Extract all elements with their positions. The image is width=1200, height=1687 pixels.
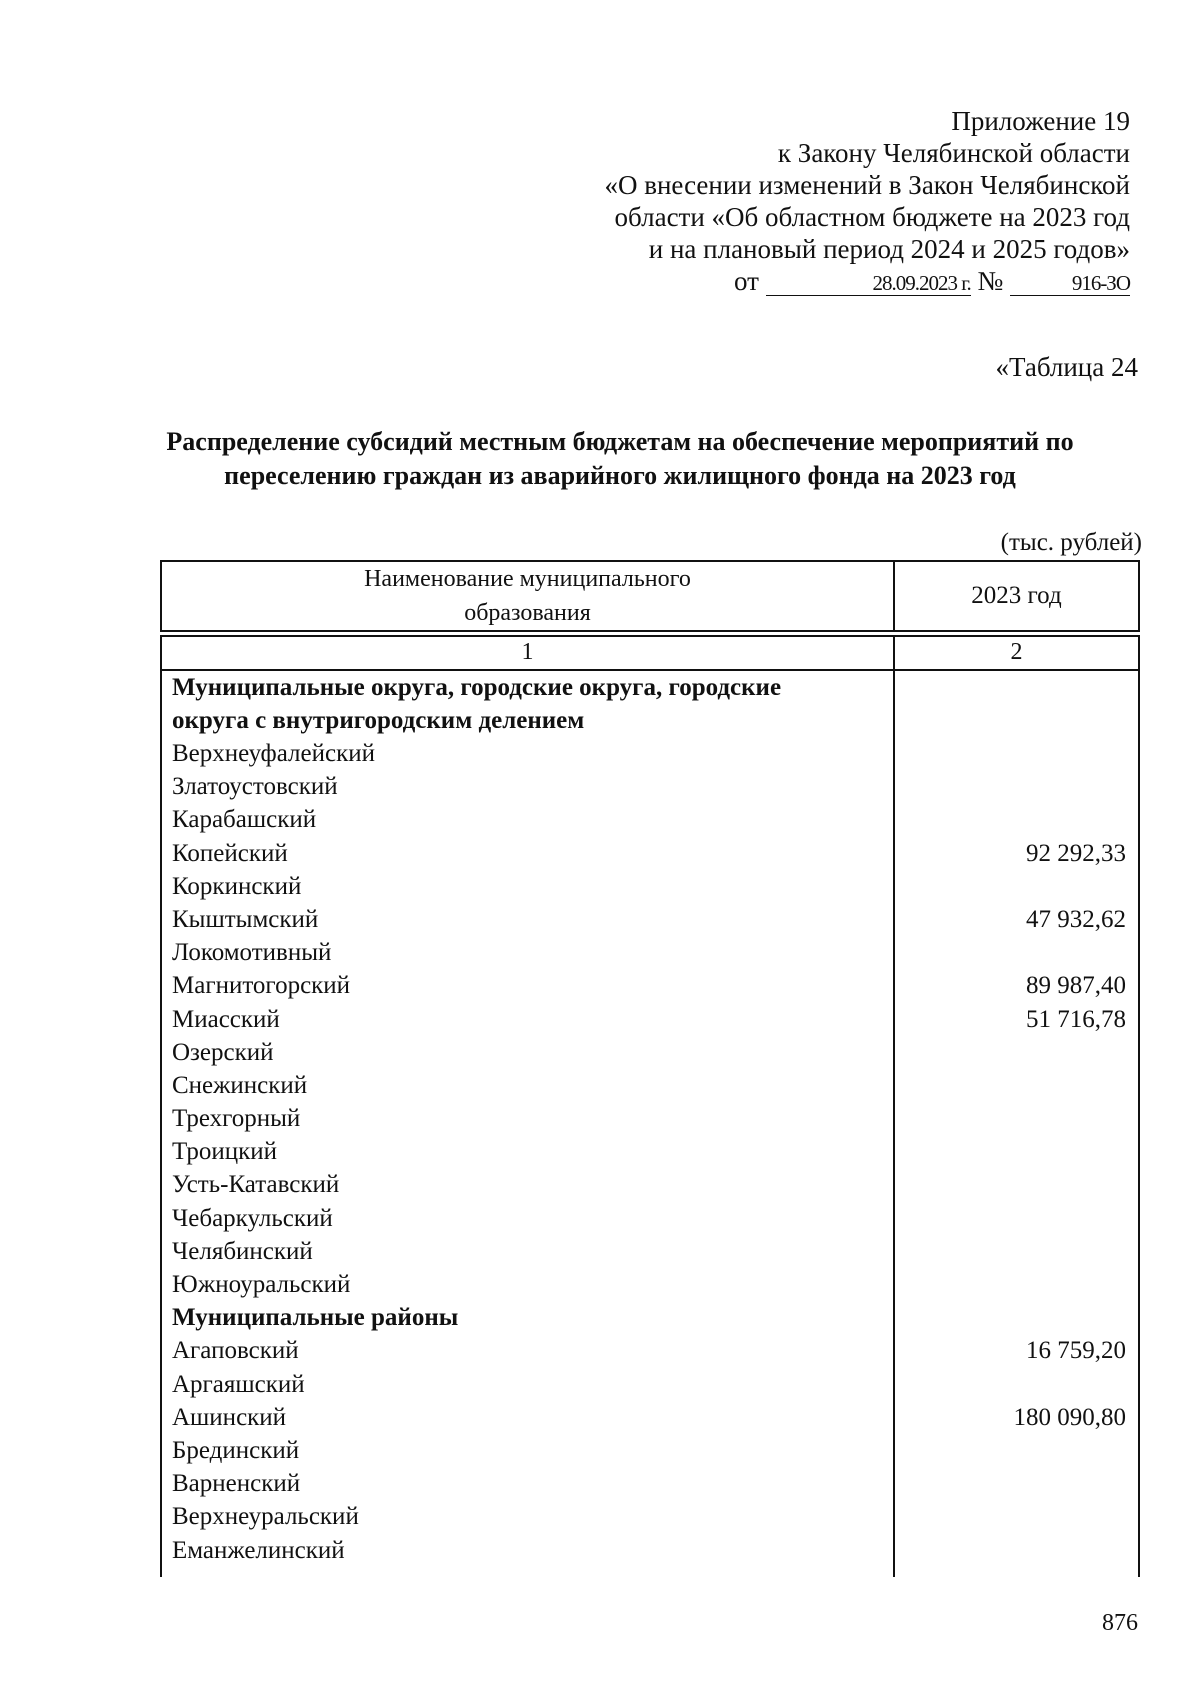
table-row	[162, 1235, 1138, 1268]
row-name: Аргаяшский	[172, 1370, 305, 1398]
table-row	[162, 969, 1138, 1002]
table-row	[162, 1268, 1138, 1301]
col-number-2: 2	[1010, 639, 1023, 665]
appendix-line-5: и на плановый период 2024 и 2025 годов»	[648, 234, 1130, 264]
table-row	[162, 870, 1138, 903]
row-value	[893, 1434, 1138, 1467]
law-date-number	[604, 265, 1130, 297]
row-value	[893, 1268, 1138, 1301]
row-name: Усть-Катавский	[172, 1171, 340, 1199]
table-row	[162, 1202, 1138, 1235]
row-name: Чебаркульский	[172, 1204, 333, 1232]
appendix-line-2: к Закону Челябинской области	[777, 138, 1130, 168]
table-header-row	[160, 560, 1140, 632]
row-value	[893, 1500, 1138, 1533]
col-header-name-line-2: образования	[464, 600, 591, 626]
page-number: 876	[1102, 1610, 1138, 1636]
appendix-header	[604, 105, 1130, 297]
row-name: Копейский	[172, 839, 288, 867]
document-title	[120, 425, 1120, 493]
law-date: 28.09.2023 г.	[766, 271, 971, 296]
row-value	[893, 803, 1138, 836]
table-row	[162, 803, 1138, 836]
row-value: 89 987,40	[1026, 972, 1126, 1000]
col-header-name-line-1: Наименование муниципального	[364, 566, 691, 592]
row-value	[893, 1069, 1138, 1102]
row-value	[893, 870, 1138, 903]
title-line-2: переселению граждан из аварийного жилищного фонда на 2023 год	[224, 461, 1016, 490]
col-header-name	[162, 562, 895, 630]
appendix-line-3: «О внесении изменений в Закон Челябинской	[604, 170, 1130, 200]
group-heading-line-2: округа с внутригородским делением	[172, 707, 585, 734]
table-row	[162, 1102, 1138, 1135]
table-label: «Таблица 24	[995, 352, 1138, 382]
row-name: Брединский	[172, 1436, 300, 1464]
table-row	[162, 737, 1138, 770]
row-value: 47 932,62	[1026, 905, 1126, 933]
table-row	[162, 1368, 1138, 1401]
table-body	[160, 671, 1140, 1577]
table-row	[162, 1467, 1138, 1500]
table-row	[162, 1003, 1138, 1036]
row-value	[893, 936, 1138, 969]
appendix-line-4: области «Об областном бюджете на 2023 год	[614, 202, 1130, 232]
row-value: 180 090,80	[1013, 1403, 1126, 1431]
row-name: Верхнеуфалейский	[172, 740, 375, 767]
row-name: Коркинский	[172, 872, 302, 900]
row-name: Магнитогорский	[172, 972, 351, 1000]
row-value	[893, 671, 1138, 737]
row-value	[893, 1102, 1138, 1135]
row-name: Агаповский	[172, 1337, 299, 1365]
row-name: Миасский	[172, 1005, 280, 1033]
table-row	[162, 837, 1138, 870]
law-number: 916-ЗО	[1010, 271, 1130, 296]
row-name: Еманжелинский	[172, 1536, 345, 1564]
row-name: Верхнеуральский	[172, 1503, 359, 1531]
row-value	[893, 1368, 1138, 1401]
table-row	[162, 770, 1138, 803]
date-prefix: от	[734, 266, 759, 296]
row-name: Локомотивный	[172, 939, 332, 967]
table-row	[162, 1401, 1138, 1434]
row-name: Снежинский	[172, 1071, 308, 1099]
row-name: Варненский	[172, 1470, 301, 1498]
row-name: Трехгорный	[172, 1105, 301, 1133]
row-value	[893, 1467, 1138, 1500]
table-row	[162, 936, 1138, 969]
row-value	[893, 737, 1138, 770]
table-row	[162, 1334, 1138, 1367]
table-row-group	[162, 671, 1138, 737]
row-value	[893, 1202, 1138, 1235]
table-row	[162, 1534, 1138, 1567]
row-value: 51 716,78	[1026, 1005, 1126, 1033]
table-row	[162, 1135, 1138, 1168]
row-value	[893, 1235, 1138, 1268]
row-name: Карабашский	[172, 806, 317, 834]
row-name: Златоустовский	[172, 773, 338, 801]
row-name: Кыштымский	[172, 905, 319, 933]
row-value: 92 292,33	[1026, 839, 1126, 867]
col-number-1: 1	[162, 637, 895, 669]
group-heading-line-1: Муниципальные округа, городские округа, городские	[172, 674, 782, 701]
col-header-year: 2023 год	[971, 582, 1062, 609]
row-name: Троицкий	[172, 1138, 277, 1166]
group-heading: Муниципальные районы	[172, 1304, 459, 1332]
table-row	[162, 1069, 1138, 1102]
row-name: Южноуральский	[172, 1271, 351, 1298]
row-name: Озерский	[172, 1038, 274, 1066]
subsidy-table	[160, 560, 1140, 1577]
row-value	[893, 1135, 1138, 1168]
row-value	[893, 1168, 1138, 1201]
table-row	[162, 1168, 1138, 1201]
table-row	[162, 903, 1138, 936]
appendix-line-1: Приложение 19	[951, 106, 1130, 136]
row-value	[893, 1534, 1138, 1567]
title-line-1: Распределение субсидий местным бюджетам на обеспечение мероприятий по	[166, 427, 1074, 456]
column-number-row	[160, 635, 1140, 671]
table-row	[162, 1036, 1138, 1069]
table-row-group	[162, 1301, 1138, 1334]
table-row	[162, 1434, 1138, 1467]
row-value	[893, 1036, 1138, 1069]
units-note: (тыс. рублей)	[1000, 529, 1142, 556]
number-prefix: №	[977, 266, 1004, 296]
table-row	[162, 1500, 1138, 1533]
row-value	[893, 770, 1138, 803]
row-name: Ашинский	[172, 1403, 287, 1431]
row-name: Челябинский	[172, 1237, 313, 1265]
row-value	[893, 1301, 1138, 1334]
row-value: 16 759,20	[1026, 1337, 1126, 1365]
